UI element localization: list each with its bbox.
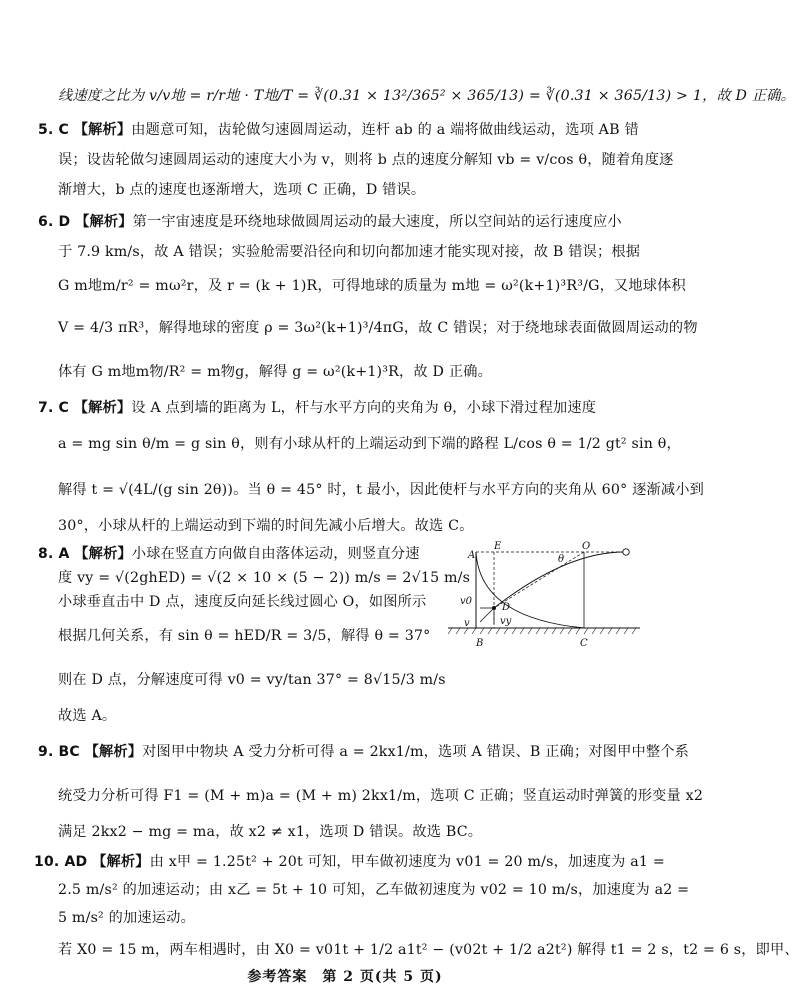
v-arrow bbox=[480, 608, 494, 622]
q10-first-line bbox=[34, 852, 665, 872]
q7-first-line bbox=[38, 398, 596, 418]
q10-text-3: 5 m/s² 的加速运动。 bbox=[58, 910, 195, 926]
q7-text-4: 30°，小球从杆的上端运动到下端的时间先减小后增大。故选 C。 bbox=[58, 518, 474, 534]
projectile-diagram bbox=[446, 541, 642, 652]
label-d: D bbox=[502, 602, 511, 613]
velocity-ratio-line: 线速度之比为 v/v地 = r/r地 · T地/T = ∛(0.31 × 13²/365² × 365/13) = ∛(0.31 × 365/13) > 1，故 D 正确。 bbox=[58, 88, 796, 104]
q5-text-1: 由题意可知，齿轮做匀速圆周运动，连杆 ab 的 a 端将做曲线运动，选项 AB 错 bbox=[131, 122, 639, 138]
q7-text-2: a = mg sin θ/m = g sin θ，则有小球从杆的上端运动到下端的路程 L/cos θ = 1/2 gt² sin θ， bbox=[58, 436, 681, 452]
q5-number: 5. C bbox=[38, 122, 70, 138]
q7-text-3: 解得 t = √(4L/(g sin 2θ))。当 θ = 45° 时，t 最小，因此使杆与水平方向的夹角从 60° 逐渐减小到 bbox=[58, 482, 705, 498]
label-v: v bbox=[464, 618, 470, 629]
q5-text-3: 渐增大，b 点的速度也逐渐增大，选项 C 正确，D 错误。 bbox=[58, 182, 426, 198]
q8-text-5: 则在 D 点，分解速度可得 v0 = vy/tan 37° = 8√15/3 m/s bbox=[58, 672, 446, 688]
q5-first-line bbox=[38, 120, 639, 140]
q7-analysis-tag: 【解析】 bbox=[73, 400, 132, 416]
q9-analysis-tag: 【解析】 bbox=[84, 744, 143, 760]
ground-hatch bbox=[448, 628, 636, 634]
q8-text-6: 故选 A。 bbox=[58, 708, 117, 724]
q9-text-1: 对图甲中物块 A 受力分析可得 a = 2kx1/m，选项 A 错误、B 正确；对图甲中整个系 bbox=[142, 744, 690, 760]
q6-text-3: G m地m/r² = mω²r，及 r = (k + 1)R，可得地球的质量为 m地 = ω²(k+1)³R³/G，又地球体积 bbox=[58, 278, 686, 294]
label-vy: vy bbox=[500, 616, 512, 627]
q10-number: 10. AD bbox=[34, 854, 88, 870]
q10-text-1: 由 x甲 = 1.25t² + 20t 可知，甲车做初速度为 v01 = 20 m/s，加速度为 a1 = bbox=[149, 854, 665, 870]
label-c: C bbox=[580, 638, 588, 649]
label-o: O bbox=[582, 541, 591, 552]
q10-analysis-tag: 【解析】 bbox=[92, 854, 150, 870]
q8-first-line bbox=[38, 544, 420, 564]
q6-text-2: 于 7.9 km/s，故 A 错误；实验舱需要沿径向和切向都加速才能实现对接，故 B 错误；根据 bbox=[58, 244, 641, 260]
q10-text-4: 若 X0 = 15 m，两车相遇时，由 X0 = v01t + 1/2 a1t² − (v02t + 1/2 a2t²) 解得 t1 = 2 s，t2 = 6 s，即甲、 bbox=[58, 942, 799, 958]
q6-first-line bbox=[38, 212, 622, 232]
label-b: B bbox=[476, 638, 484, 649]
q5-analysis-tag: 【解析】 bbox=[73, 122, 132, 138]
q10-text-2: 2.5 m/s² 的加速运动；由 x乙 = 5t + 10 可知，乙车做初速度为 v02 = 10 m/s，加速度为 a2 = bbox=[58, 882, 690, 898]
q8-number: 8. A bbox=[38, 546, 70, 562]
q8-text-2: 度 vy = √(2ghED) = √(2 × 10 × (5 − 2)) m/s = 2√15 m/s bbox=[58, 570, 471, 586]
q8-analysis-tag: 【解析】 bbox=[74, 546, 132, 562]
ball-start bbox=[623, 549, 629, 555]
q8-text-3: 小球垂直击中 D 点，速度反向延长线过圆心 O，如图所示 bbox=[58, 594, 427, 610]
page-footer: 参考答案 第 2 页(共 5 页) bbox=[247, 969, 443, 985]
point-d bbox=[492, 606, 496, 610]
label-e: E bbox=[494, 541, 502, 552]
q9-text-3: 满足 2kx2 − mg = ma，故 x2 ≠ x1，选项 D 错误。故选 BC。 bbox=[58, 824, 483, 840]
q6-number: 6. D bbox=[38, 214, 71, 230]
label-a: A bbox=[468, 550, 476, 561]
q9-text-2: 统受力分析可得 F1 = (M + m)a = (M + m) 2kx1/m，选项 C 正确；竖直运动时弹簧的形变量 x2 bbox=[58, 788, 704, 804]
q6-text-4: V = 4/3 πR³，解得地球的密度 ρ = 3ω²(k+1)³/4πG，故 C 错误；对于绕地球表面做圆周运动的物 bbox=[58, 320, 698, 336]
q7-text-1: 设 A 点到墙的距离为 L，杆与水平方向的夹角为 θ，小球下滑过程加速度 bbox=[131, 400, 597, 416]
label-theta: θ bbox=[558, 554, 565, 565]
q7-number: 7. C bbox=[38, 400, 70, 416]
radius-line bbox=[494, 552, 584, 608]
q8-text-1: 小球在竖直方向做自由落体运动，则竖直分速 bbox=[131, 546, 420, 562]
q6-analysis-tag: 【解析】 bbox=[75, 214, 133, 230]
label-v0: v0 bbox=[460, 596, 473, 607]
q9-first-line bbox=[38, 742, 689, 762]
q9-number: 9. BC bbox=[38, 744, 80, 760]
q6-text-1: 第一宇宙速度是环绕地球做圆周运动的最大速度，所以空间站的运行速度应小 bbox=[132, 214, 622, 230]
q6-text-5: 体有 G m地m物/R² = m物g，解得 g = ω²(k+1)³R，故 D 正确。 bbox=[58, 364, 492, 380]
q5-text-2: 误；设齿轮做匀速圆周运动的速度大小为 v，则将 b 点的速度分解知 vb = v/cos θ，随着角度逐 bbox=[58, 152, 674, 168]
q8-text-4: 根据几何关系，有 sin θ = hED/R = 3/5，解得 θ = 37° bbox=[58, 628, 431, 644]
